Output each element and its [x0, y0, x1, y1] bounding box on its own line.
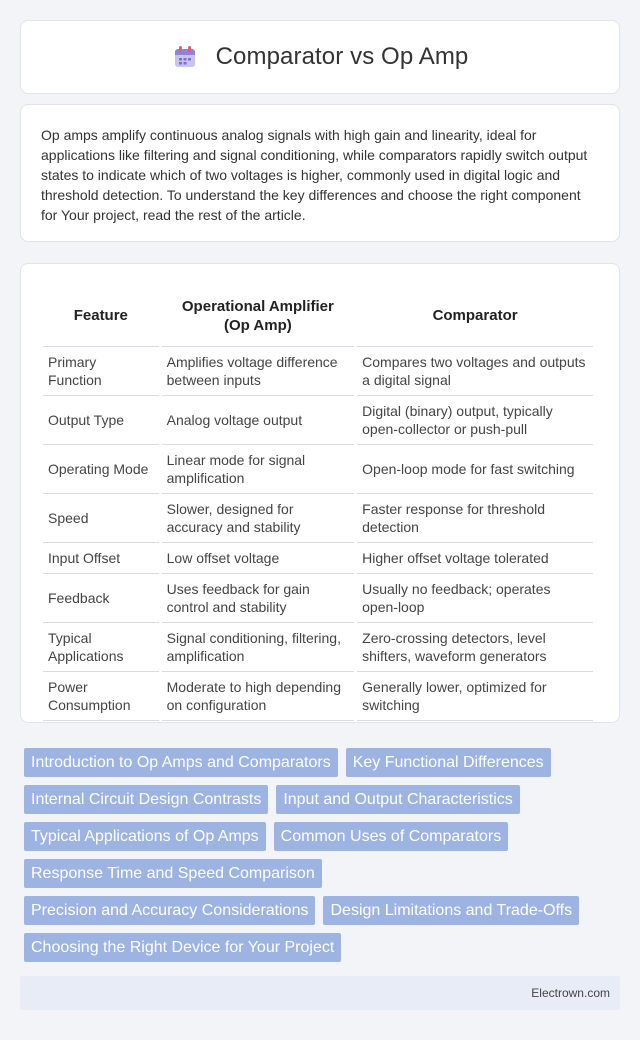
table-row	[43, 396, 593, 445]
tag-choosing-right-device[interactable]: Choosing the Right Device for Your Project	[24, 933, 341, 962]
tag-row	[24, 822, 604, 851]
table-row	[43, 672, 593, 721]
comparison-table	[40, 285, 596, 721]
tag-row	[24, 748, 604, 777]
table-row	[43, 494, 593, 543]
footer-site-link[interactable]: Electrown.com	[531, 986, 610, 1000]
title-wrap	[172, 43, 469, 71]
row-feature: Operating Mode	[43, 445, 159, 494]
row-feature: Output Type	[43, 396, 159, 445]
row-comparator: Higher offset voltage tolerated	[357, 543, 593, 574]
tag-typical-applications-op-amps[interactable]: Typical Applications of Op Amps	[24, 822, 266, 851]
footer	[20, 976, 620, 1010]
tag-row	[24, 933, 604, 962]
tag-row	[24, 859, 604, 888]
page-title: Comparator vs Op Amp	[215, 43, 469, 70]
table-row	[43, 543, 593, 574]
row-op-amp: Low offset voltage	[162, 543, 355, 574]
row-op-amp: Amplifies voltage difference between inputs	[162, 347, 355, 396]
row-comparator: Zero-crossing detectors, level shifters, waveform generators	[357, 623, 593, 672]
tag-intro-op-amps-comparators[interactable]: Introduction to Op Amps and Comparators	[24, 748, 338, 777]
table-row	[43, 445, 593, 494]
table-row	[43, 574, 593, 623]
row-comparator: Open-loop mode for fast switching	[357, 445, 593, 494]
table-row	[43, 623, 593, 672]
row-op-amp: Linear mode for signal amplification	[162, 445, 355, 494]
tag-input-output-characteristics[interactable]: Input and Output Characteristics	[276, 785, 519, 814]
row-op-amp: Signal conditioning, filtering, amplification	[162, 623, 355, 672]
row-comparator: Compares two voltages and outputs a digital signal	[357, 347, 593, 396]
tag-response-time-speed[interactable]: Response Time and Speed Comparison	[24, 859, 322, 888]
intro-card	[20, 104, 620, 242]
tag-design-limitations[interactable]: Design Limitations and Trade-Offs	[323, 896, 579, 925]
intro-paragraph: Op amps amplify continuous analog signals with high gain and linearity, ideal for applications like filtering and signal conditioning, while comparators rapidly switch output states to indicate which of two voltages is higher, commonly used in digital logic and threshold detection. To understand the key differences and choose the right component for Your project, read the rest of the article.	[41, 127, 588, 223]
row-feature: Typical Applications	[43, 623, 159, 672]
calendar-icon	[172, 44, 198, 70]
row-comparator: Usually no feedback; operates open-loop	[357, 574, 593, 623]
row-comparator: Digital (binary) output, typically open-collector or push-pull	[357, 396, 593, 445]
row-feature: Power Consumption	[43, 672, 159, 721]
comparison-table-card	[20, 263, 620, 723]
row-op-amp: Slower, designed for accuracy and stability	[162, 494, 355, 543]
row-op-amp: Uses feedback for gain control and stability	[162, 574, 355, 623]
table-header-row	[43, 285, 593, 347]
row-feature: Speed	[43, 494, 159, 543]
topic-tags	[24, 748, 604, 970]
tag-key-functional-differences[interactable]: Key Functional Differences	[346, 748, 551, 777]
tag-precision-accuracy[interactable]: Precision and Accuracy Considerations	[24, 896, 315, 925]
row-comparator: Faster response for threshold detection	[357, 494, 593, 543]
tag-row	[24, 785, 604, 814]
tag-internal-circuit-design[interactable]: Internal Circuit Design Contrasts	[24, 785, 268, 814]
row-feature: Feedback	[43, 574, 159, 623]
row-feature: Primary Function	[43, 347, 159, 396]
table-row	[43, 347, 593, 396]
tag-common-uses-comparators[interactable]: Common Uses of Comparators	[274, 822, 509, 851]
header-comparator: Comparator	[357, 285, 593, 347]
row-op-amp: Moderate to high depending on configuration	[162, 672, 355, 721]
row-feature: Input Offset	[43, 543, 159, 574]
row-comparator: Generally lower, optimized for switching	[357, 672, 593, 721]
title-card	[20, 20, 620, 94]
row-op-amp: Analog voltage output	[162, 396, 355, 445]
header-feature: Feature	[43, 285, 159, 347]
tag-row	[24, 896, 604, 925]
header-op-amp: Operational Amplifier (Op Amp)	[162, 285, 355, 347]
